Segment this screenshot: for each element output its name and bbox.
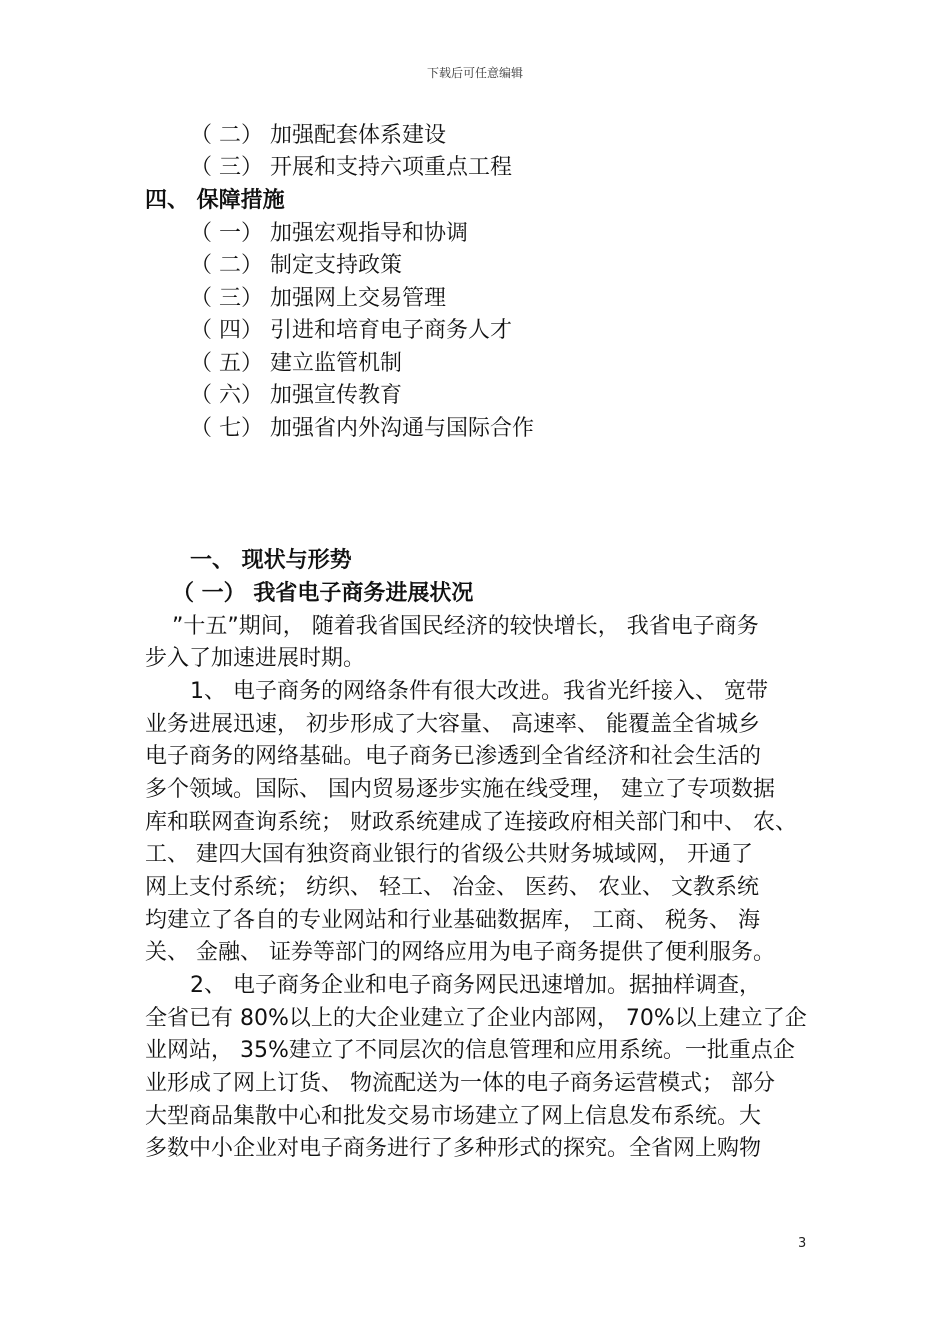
toc-item: （ 三） 开展和支持六项重点工程 [190, 155, 512, 180]
page-number: 3 [798, 1236, 807, 1251]
paragraph-line: 库和联网查询系统； 财政系统建成了连接政府相关部门和中、 农、 [145, 810, 797, 835]
paragraph-line: 全省已有 80%以上的大企业建立了企业内部网， 70%以上建立了企 [145, 1006, 807, 1031]
toc-item: （ 二） 制定支持政策 [190, 253, 402, 278]
paragraph-line: 网上支付系统； 纺织、 轻工、 冶金、 医药、 农业、 文教系统 [145, 875, 759, 900]
toc-item: （ 三） 加强网上交易管理 [190, 286, 446, 311]
paragraph-line: 电子商务的网络基础。电子商务已渗透到全省经济和社会生活的 [145, 744, 762, 769]
toc-item: （ 一） 加强宏观指导和协调 [190, 221, 468, 246]
paragraph-line: 2、 电子商务企业和电子商务网民迅速增加。据抽样调查， [190, 973, 761, 998]
section-heading: 一、 现状与形势 [190, 548, 352, 573]
paragraph-line: 大型商品集散中心和批发交易市场建立了网上信息发布系统。大 [145, 1104, 762, 1129]
toc-item: （ 五） 建立监管机制 [190, 351, 402, 376]
toc-item: （ 六） 加强宣传教育 [190, 383, 402, 408]
toc-item: （ 二） 加强配套体系建设 [190, 123, 446, 148]
paragraph-line: 业务进展迅速， 初步形成了大容量、 高速率、 能覆盖全省城乡 [145, 712, 760, 737]
toc-item: （ 四） 引进和培育电子商务人才 [190, 318, 512, 343]
paragraph-line: 工、 建四大国有独资商业银行的省级公共财务城域网， 开通了 [145, 842, 753, 867]
paragraph-line: 业网站， 35%建立了不同层次的信息管理和应用系统。一批重点企 [145, 1038, 795, 1063]
paragraph-line: 均建立了各自的专业网站和行业基础数据库， 工商、 税务、 海 [145, 908, 760, 933]
paragraph-line: 步入了加速进展时期。 [145, 646, 366, 671]
paragraph-line: 1、 电子商务的网络条件有很大改进。我省光纤接入、 宽带 [190, 679, 768, 704]
paragraph-line: 关、 金融、 证券等部门的网络应用为电子商务提供了便利服务。 [145, 940, 775, 965]
paragraph-line: 多数中小企业对电子商务进行了多种形式的探究。全省网上购物 [145, 1136, 762, 1161]
subsection-heading: （ 一） 我省电子商务进展状况 [172, 581, 474, 606]
toc-item: （ 七） 加强省内外沟通与国际合作 [190, 416, 534, 441]
paragraph-line: 业形成了网上订货、 物流配送为一体的电子商务运营模式； 部分 [145, 1071, 775, 1096]
paragraph-line: 多个领域。国际、 国内贸易逐步实施在线受理， 建立了专项数据 [145, 777, 775, 802]
toc-section-heading: 四、 保障措施 [145, 188, 285, 213]
paragraph-line: ”十五”期间， 随着我省国民经济的较快增长， 我省电子商务 [172, 614, 759, 639]
header-note: 下载后可任意编辑 [426, 66, 523, 80]
